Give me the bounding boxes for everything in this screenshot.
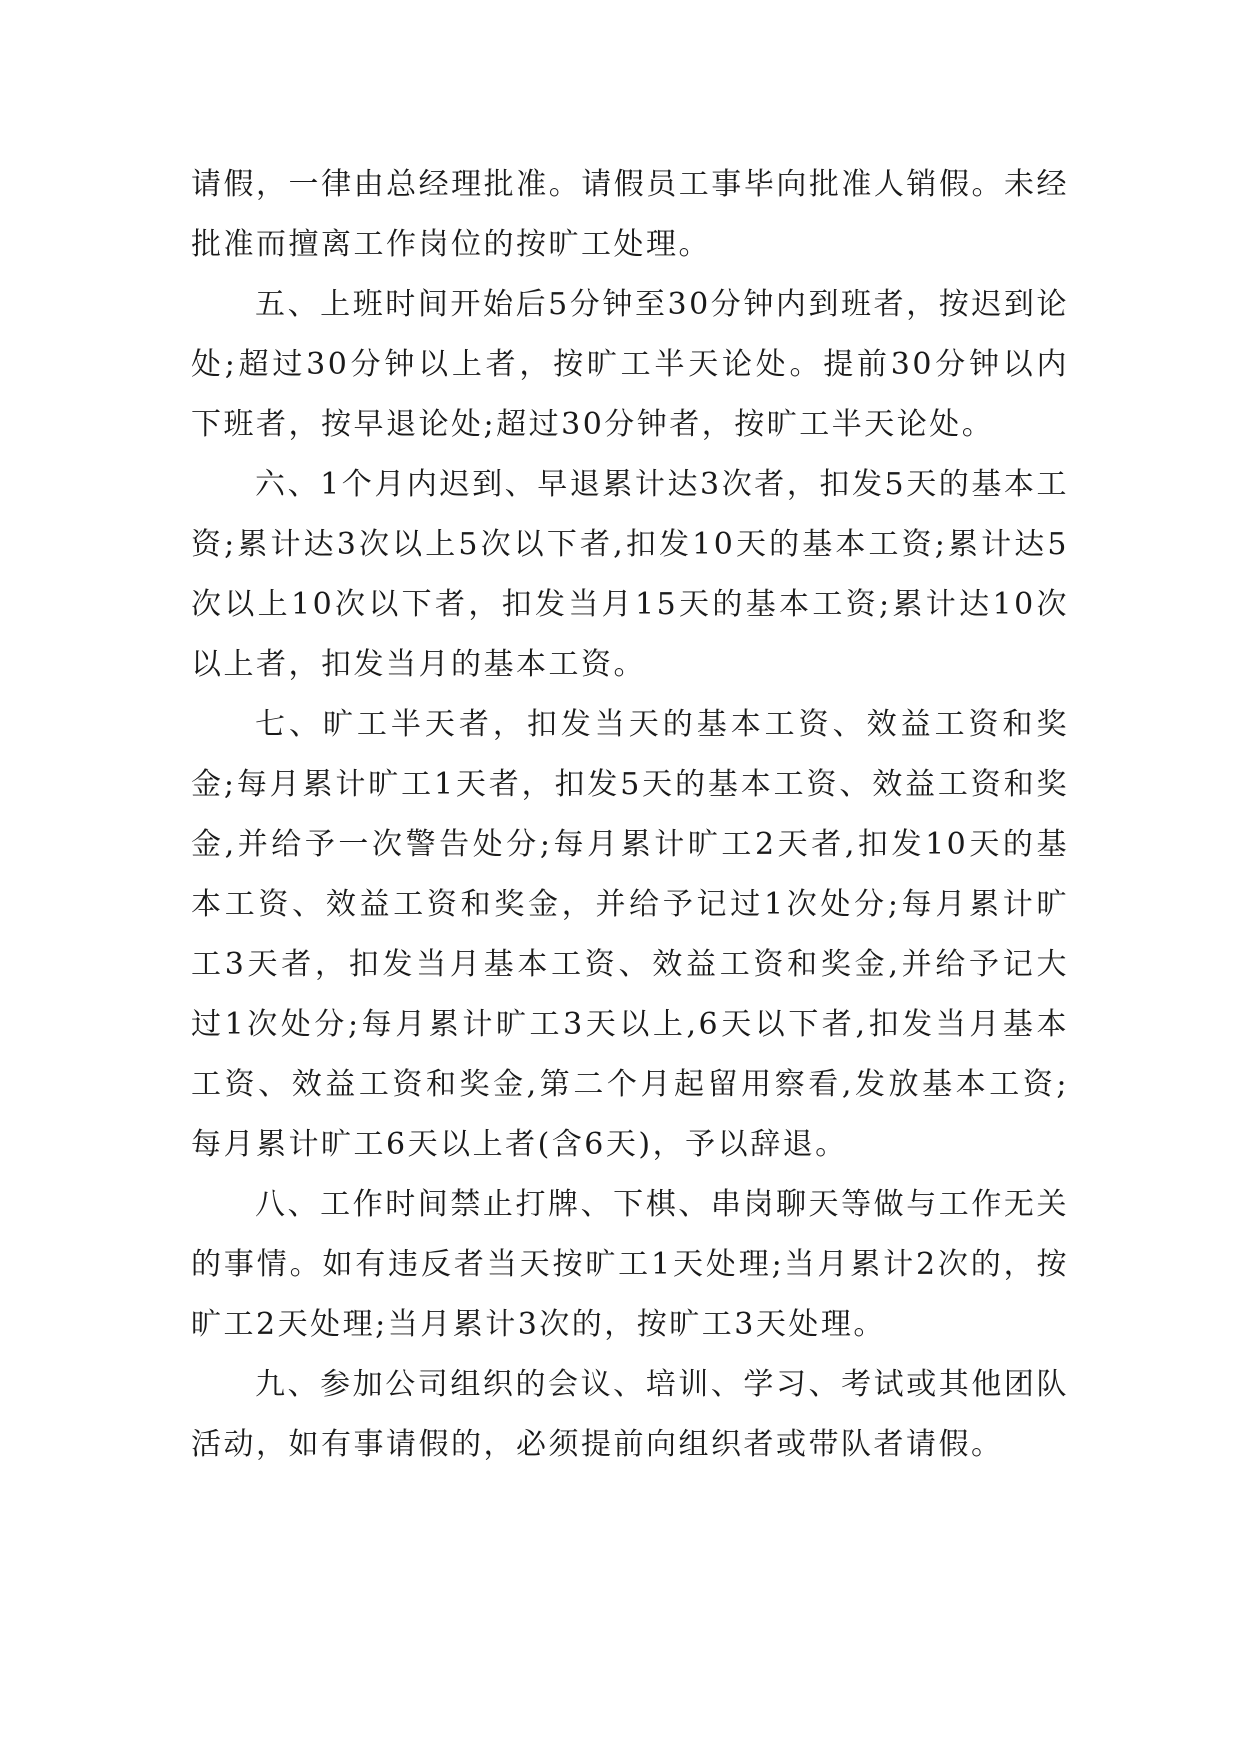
paragraph-rule-7-absenteeism: 七、旷工半天者，扣发当天的基本工资、效益工资和奖金;每月累计旷工1天者，扣发5天的基本工资、效益工资和奖金,并给予一次警告处分;每月累计旷工2天者,扣发10天的基本工资、效益工资和奖金，并给予记过1次处分;每月累计旷工3天者，扣发当月基本工资、效益工资和奖金,并给予记大过1次处分;每月累计旷工3天以上,6天以下者,扣发当月基本工资、效益工资和奖金,第二个月起留用察看,发放基本工资;每月累计旷工6天以上者(含6天)，予以辞退。 — [191, 707, 1069, 1162]
paragraph-rule-8-work-conduct: 八、工作时间禁止打牌、下棋、串岗聊天等做与工作无关的事情。如有违反者当天按旷工1天处理;当月累计2次的，按旷工2天处理;当月累计3次的，按旷工3天处理。 — [191, 1187, 1069, 1342]
paragraph-rule-9-activities-leave: 九、参加公司组织的会议、培训、学习、考试或其他团队活动，如有事请假的，必须提前向组织者或带队者请假。 — [191, 1367, 1069, 1462]
paragraph-leave-approval: 请假，一律由总经理批准。请假员工事毕向批准人销假。未经批准而擅离工作岗位的按旷工处理。 — [191, 167, 1069, 262]
paragraph-rule-6-wage-deduction: 六、1个月内迟到、早退累计达3次者，扣发5天的基本工资;累计达3次以上5次以下者,扣发10天的基本工资;累计达5次以上10次以下者，扣发当月15天的基本工资;累计达10次以上者，扣发当月的基本工资。 — [191, 467, 1069, 682]
paragraph-rule-5-lateness: 五、上班时间开始后5分钟至30分钟内到班者，按迟到论处;超过30分钟以上者，按旷工半天论处。提前30分钟以内下班者，按早退论处;超过30分钟者，按旷工半天论处。 — [191, 287, 1069, 442]
document-page — [191, 155, 1069, 1475]
